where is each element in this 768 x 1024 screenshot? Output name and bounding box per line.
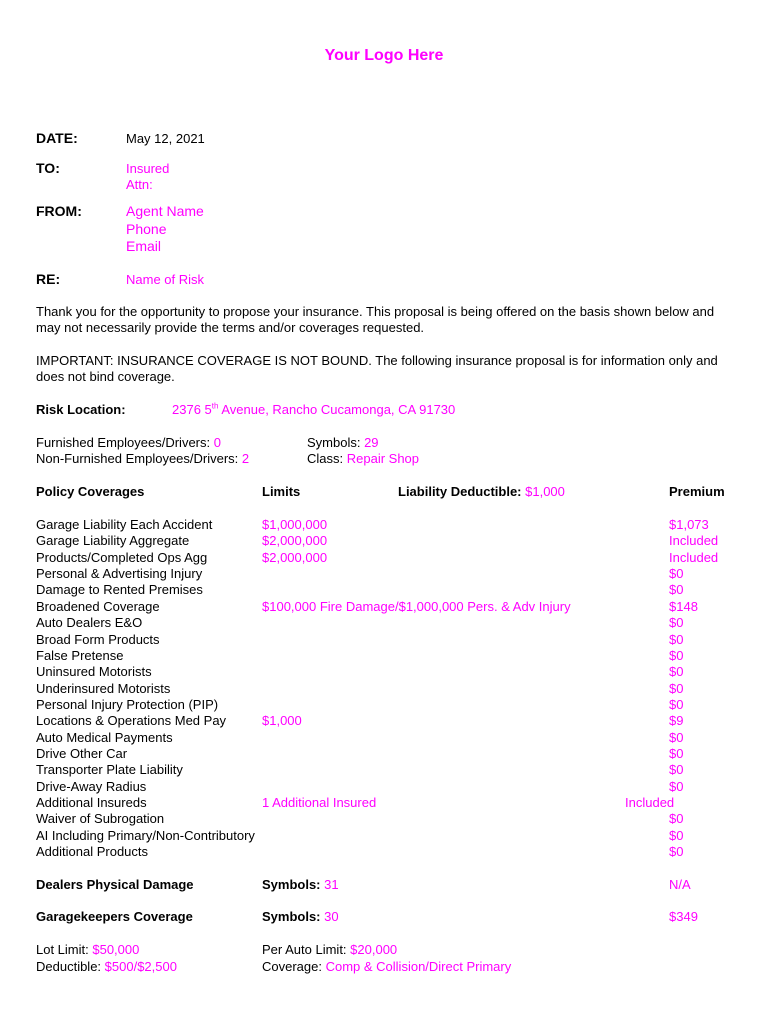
coverage-name: Transporter Plate Liability <box>36 762 183 778</box>
re-value: Name of Risk <box>126 272 205 287</box>
coverage-name: Garage Liability Each Accident <box>36 517 213 532</box>
coverage-name: Waiver of Subrogation <box>36 811 165 827</box>
coverage-premium: $0 <box>669 811 684 827</box>
re-label: RE: <box>36 271 61 287</box>
coverage-limit: $2,000,000 <box>262 533 328 549</box>
coverage-premium: $0 <box>669 844 684 859</box>
from-label: FROM: <box>36 203 82 219</box>
coverage-name: Broad Form Products <box>36 631 160 647</box>
garagekeepers-symbols: Symbols: 30 <box>262 909 339 924</box>
logo-placeholder: Your Logo Here <box>324 47 444 64</box>
dealers-symbols: Symbols: 31 <box>262 877 339 892</box>
coverage-premium: $0 <box>669 778 684 794</box>
coverage-limit: $1,000,000 <box>262 517 328 532</box>
coverage-premium: $0 <box>669 729 684 745</box>
coverage-premium: $0 <box>669 745 684 761</box>
coverage-name: Damage to Rented Premises <box>36 582 203 598</box>
coverage-limit: 1 Additional Insured <box>262 795 377 810</box>
garagekeepers-coverage-type: Coverage: Comp & Collision/Direct Primary <box>262 959 512 974</box>
garagekeepers-premium: $349 <box>669 909 698 924</box>
coverage-limit: $100,000 Fire Damage/$1,000,000 Pers. & Adv Injury <box>262 598 571 614</box>
coverage-name: Garage Liability Aggregate <box>36 533 190 549</box>
coverage-premium: $0 <box>669 664 684 680</box>
date-label: DATE: <box>36 130 78 146</box>
coverage-premium: $0 <box>669 615 684 631</box>
nonfurnished-employees: Non-Furnished Employees/Drivers: 2 <box>36 451 250 466</box>
coverage-name: Auto Dealers E&O <box>36 615 143 631</box>
to-insured: Insured <box>126 161 170 176</box>
dealers-physical-damage-label: Dealers Physical Damage <box>36 877 194 892</box>
coverage-limit: $2,000,000 <box>262 549 328 565</box>
coverage-name: Broadened Coverage <box>36 598 160 614</box>
coverage-limit: $1,000 <box>262 713 302 729</box>
coverage-premium: $0 <box>669 680 684 696</box>
policy-coverages-header: Policy Coverages <box>36 484 145 499</box>
from-email: Email <box>126 238 162 254</box>
coverage-premium: $0 <box>669 762 684 778</box>
coverage-premium: Included <box>669 549 719 565</box>
coverage-premium: $0 <box>669 582 684 598</box>
coverage-premium: $0 <box>669 696 684 712</box>
coverage-name: Personal Injury Protection (PIP) <box>36 696 219 712</box>
to-label: TO: <box>36 160 60 176</box>
garagekeepers-deductible: Deductible: $500/$2,500 <box>36 959 177 974</box>
coverage-name: Auto Medical Payments <box>36 729 173 745</box>
coverage-name: Drive-Away Radius <box>36 778 147 794</box>
coverage-premium: $148 <box>669 598 698 614</box>
per-auto-limit: Per Auto Limit: $20,000 <box>262 942 398 957</box>
coverage-premium: $1,073 <box>669 517 709 532</box>
risk-location-label: Risk Location: <box>36 402 126 417</box>
coverage-premium: $0 <box>669 647 684 663</box>
liability-symbols: Symbols: 29 <box>307 435 379 450</box>
ordinal-suffix: th <box>211 401 219 411</box>
coverage-premium: $0 <box>669 631 684 647</box>
coverage-premium: $9 <box>669 713 684 729</box>
coverage-name: Locations & Operations Med Pay <box>36 713 227 729</box>
dealers-premium: N/A <box>669 877 691 892</box>
coverage-name: Additional Insureds <box>36 795 147 810</box>
from-phone: Phone <box>126 221 167 237</box>
intro-paragraph: Thank you for the opportunity to propose your insurance. This proposal is being offered on the basis shown below and may not necessarily provide the terms and/or coverages requested. <box>36 304 715 335</box>
lot-limit: Lot Limit: $50,000 <box>36 942 140 957</box>
class-of-business: Class: Repair Shop <box>307 451 420 466</box>
coverage-name: Drive Other Car <box>36 745 128 761</box>
coverage-name: Additional Products <box>36 844 149 859</box>
garagekeepers-label: Garagekeepers Coverage <box>36 909 193 924</box>
coverage-premium: Included <box>625 795 675 810</box>
date-value: May 12, 2021 <box>126 131 205 146</box>
coverage-premium: $0 <box>669 827 684 843</box>
from-agent-name: Agent Name <box>126 203 204 219</box>
coverage-name: AI Including Primary/Non-Contributory <box>36 827 255 843</box>
coverage-name: Uninsured Motorists <box>36 664 152 680</box>
coverage-premium: Included <box>669 533 719 549</box>
limits-header: Limits <box>262 484 301 499</box>
coverage-premium: $0 <box>669 566 684 581</box>
furnished-employees: Furnished Employees/Drivers: 0 <box>36 435 221 450</box>
liability-deductible: Liability Deductible: $1,000 <box>398 484 565 499</box>
risk-location-address: 2376 5th Avenue, Rancho Cucamonga, CA 91730 <box>172 401 456 417</box>
coverage-name: Personal & Advertising Injury <box>36 566 203 581</box>
coverage-name: False Pretense <box>36 647 124 663</box>
important-paragraph: IMPORTANT: INSURANCE COVERAGE IS NOT BOUND. The following insurance proposal is for information only and does not bind coverage. <box>36 353 718 384</box>
coverage-name: Products/Completed Ops Agg <box>36 549 208 565</box>
premium-header: Premium <box>669 484 725 499</box>
to-attn: Attn: <box>126 177 153 192</box>
coverage-name: Underinsured Motorists <box>36 680 171 696</box>
